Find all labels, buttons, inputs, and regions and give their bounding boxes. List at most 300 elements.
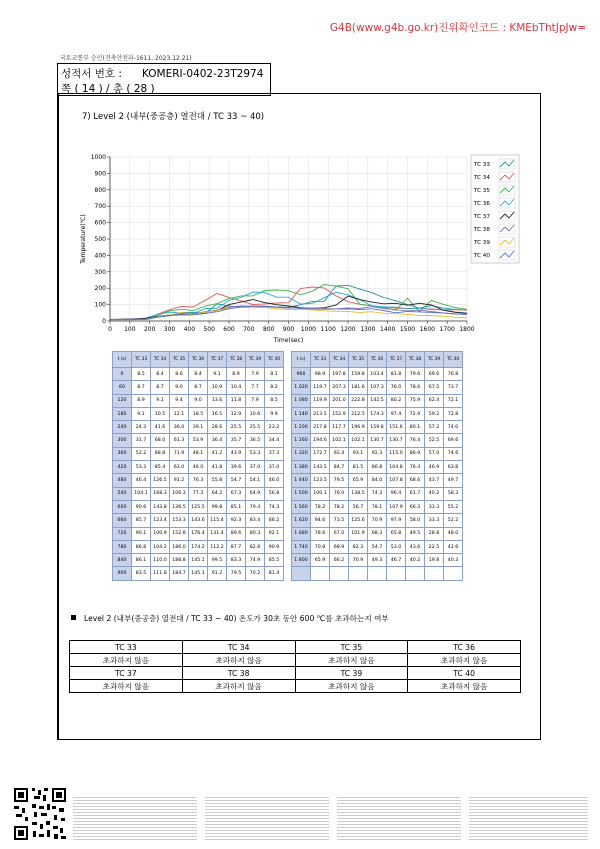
table-spacer [284, 434, 292, 447]
table-time-cell: 1 140 [292, 407, 311, 420]
bullet-square-icon [71, 615, 76, 620]
table-cell: 40.2 [406, 554, 425, 567]
table-cell: 65.9 [311, 554, 330, 567]
table-cell: 34.4 [265, 434, 284, 447]
table-spacer [284, 447, 292, 460]
table-cell: 88.8 [151, 447, 170, 460]
table-cell: 8.2 [265, 381, 284, 394]
table-cell: 102.1 [349, 434, 368, 447]
table-cell: 168.3 [151, 487, 170, 500]
table-time-cell: 1 560 [292, 500, 311, 513]
table-time-cell: 960 [292, 368, 311, 381]
table-cell: 74.3 [265, 500, 284, 513]
table-cell: 92.3 [227, 514, 246, 527]
table-cell: 68.6 [406, 474, 425, 487]
security-pattern [73, 796, 197, 840]
table-spacer [284, 567, 292, 580]
table-time-cell: 60 [113, 381, 132, 394]
x-tick-label: 100 [124, 326, 136, 333]
table-header: TC 36 [368, 352, 387, 368]
table-row [113, 474, 463, 487]
table-cell: 7.7 [246, 381, 265, 394]
x-tick-label: 300 [163, 326, 176, 333]
table-cell: 16.5 [208, 407, 227, 420]
exc-header: TC 33 [70, 641, 183, 654]
table-cell: 67.0 [330, 527, 349, 540]
chart-legend [471, 155, 519, 263]
table-cell: 74.9 [246, 554, 265, 567]
table-cell: 86.9 [406, 447, 425, 460]
table-cell: 8.4 [151, 368, 170, 381]
table-cell: 53.3 [132, 461, 151, 474]
table-spacer [284, 554, 292, 567]
table-cell: 40.2 [425, 487, 444, 500]
exc-header: TC 37 [70, 667, 183, 680]
table-cell: 92.1 [265, 527, 284, 540]
table-cell: 196.9 [349, 421, 368, 434]
table-cell: 52.2 [444, 514, 463, 527]
table-cell: 70.9 [349, 554, 368, 567]
exceedance-value-row-1 [70, 654, 521, 667]
table-spacer [284, 500, 292, 513]
table-cell: 188.8 [170, 554, 189, 567]
table-cell: 67.5 [425, 381, 444, 394]
table-cell [349, 567, 368, 580]
table-cell: 65.9 [349, 474, 368, 487]
table-cell: 68.0 [151, 434, 170, 447]
table-cell: 9.0 [170, 381, 189, 394]
table-cell: 42.6 [444, 540, 463, 553]
table-time-cell: 300 [113, 434, 132, 447]
table-cell: 125.5 [189, 500, 208, 513]
x-tick-label: 1600 [419, 326, 435, 333]
table-cell: 207.3 [330, 381, 349, 394]
table-cell: 99.5 [208, 554, 227, 567]
table-cell: 74.6 [444, 447, 463, 460]
table-header-time: t (s) [113, 352, 132, 368]
table-cell: 90.6 [132, 500, 151, 513]
table-cell: 123.4 [151, 514, 170, 527]
table-cell: 159.8 [368, 421, 387, 434]
table-cell: 25.5 [227, 421, 246, 434]
table-header: TC 39 [425, 352, 444, 368]
certificate-number: KOMERI-0402-23T2974 [141, 68, 264, 80]
table-cell: 58.3 [444, 487, 463, 500]
table-cell: 174.2 [189, 540, 208, 553]
table-row [113, 461, 463, 474]
certificate-number-label: 성적서 번호 : [61, 68, 122, 80]
table-cell: 90.9 [265, 540, 284, 553]
table-cell: 76.8 [444, 368, 463, 381]
table-cell: 68.3 [368, 527, 387, 540]
table-cell [311, 567, 330, 580]
table-cell: 123.5 [311, 474, 330, 487]
table-cell: 33.3 [425, 514, 444, 527]
table-cell: 52.5 [425, 434, 444, 447]
table-time-cell: 720 [113, 527, 132, 540]
table-cell: 82.3 [349, 540, 368, 553]
legend-label: TC 33 [474, 162, 490, 168]
exc-value: 초과하지 않음 [182, 654, 295, 667]
x-tick-label: 1300 [360, 326, 376, 333]
table-cell: 91.2 [208, 567, 227, 580]
legend-label: TC 40 [474, 253, 490, 259]
table-cell: 159.8 [349, 368, 368, 381]
table-cell: 46.7 [387, 554, 406, 567]
table-time-cell: 480 [113, 474, 132, 487]
table-cell: 41.6 [151, 421, 170, 434]
table-header: TC 37 [208, 352, 227, 368]
table-cell: 86.8 [368, 461, 387, 474]
table-cell: 56.7 [349, 500, 368, 513]
table-cell: 12.9 [227, 407, 246, 420]
table-time-cell: 1 680 [292, 527, 311, 540]
table-cell: 46.0 [189, 461, 208, 474]
table-cell: 80.2 [387, 394, 406, 407]
table-row [113, 514, 463, 527]
table-cell [444, 567, 463, 580]
table-cell: 85.1 [227, 500, 246, 513]
table-cell: 39.1 [189, 421, 208, 434]
table-cell: 71.9 [170, 447, 189, 460]
table-row [113, 394, 463, 407]
table-cell: 8.5 [265, 394, 284, 407]
table-cell: 7.9 [246, 368, 265, 381]
table-cell: 53.0 [387, 540, 406, 553]
table-cell: 9.1 [132, 407, 151, 420]
x-tick-label: 500 [203, 326, 215, 333]
table-cell: 78.1 [368, 500, 387, 513]
table-cell: 55.8 [208, 474, 227, 487]
table-cell: 48.0 [444, 527, 463, 540]
table-cell: 115.4 [208, 514, 227, 527]
table-cell: 119.9 [311, 394, 330, 407]
table-cell: 86.8 [132, 540, 151, 553]
table-cell: 80.1 [406, 421, 425, 434]
y-tick-label: 600 [94, 219, 106, 227]
table-cell: 58.0 [406, 514, 425, 527]
table-cell: 143.8 [151, 500, 170, 513]
table-cell: 112.2 [208, 540, 227, 553]
exceedance-header-row-1 [70, 641, 521, 654]
y-tick-label: 0 [102, 318, 106, 325]
table-cell: 9.4 [170, 394, 189, 407]
table-header-row [113, 352, 463, 368]
table-cell: 49.3 [368, 554, 387, 567]
table-cell: 174.3 [368, 407, 387, 420]
table-cell: 76.3 [189, 474, 208, 487]
table-cell: 35.7 [227, 434, 246, 447]
table-time-cell: 1 380 [292, 461, 311, 474]
table-cell: 22.5 [425, 540, 444, 553]
table-cell: 8.7 [151, 381, 170, 394]
table-cell: 107.8 [387, 474, 406, 487]
table-cell: 41.2 [208, 447, 227, 460]
table-cell [330, 567, 349, 580]
legend-label: TC 34 [474, 175, 490, 181]
exc-header: TC 39 [295, 667, 408, 680]
table-cell: 8.1 [265, 368, 284, 381]
table-time-cell: 780 [113, 540, 132, 553]
exceedance-note [71, 613, 389, 624]
table-cell: 31.7 [132, 434, 151, 447]
x-tick-label: 1700 [439, 326, 455, 333]
table-cell: 130.7 [368, 434, 387, 447]
table-cell: 85.7 [132, 514, 151, 527]
y-tick-label: 400 [94, 252, 106, 260]
table-row [113, 540, 463, 553]
exc-header: TC 35 [295, 641, 408, 654]
section-title: 7) Level 2 (내부(중공층) 열전대 / TC 33 ~ 40) [82, 112, 265, 122]
table-cell: 75.9 [406, 394, 425, 407]
table-row [113, 368, 463, 381]
table-time-cell: 0 [113, 368, 132, 381]
table-spacer [284, 474, 292, 487]
table-cell: 77.3 [189, 487, 208, 500]
table-cell: 104.1 [132, 487, 151, 500]
table-row [113, 434, 463, 447]
table-time-cell: 1 080 [292, 394, 311, 407]
table-cell: 73.5 [330, 514, 349, 527]
table-row [113, 447, 463, 460]
exc-value: 초과하지 않음 [70, 654, 183, 667]
table-time-cell: 1 260 [292, 434, 311, 447]
table-cell: 46.4 [132, 474, 151, 487]
table-cell: 13.6 [208, 394, 227, 407]
y-tick-label: 1000 [90, 154, 106, 161]
table-cell: 79.4 [246, 500, 265, 513]
table-cell: 43.7 [425, 474, 444, 487]
table-cell: 65.8 [387, 527, 406, 540]
table-cell: 57.0 [425, 447, 444, 460]
table-spacer [284, 407, 292, 420]
table-cell: 90.1 [132, 527, 151, 540]
table-cell: 49.7 [444, 474, 463, 487]
table-row [113, 500, 463, 513]
table-cell: 82.8 [246, 540, 265, 553]
table-cell: 63.8 [444, 461, 463, 474]
table-time-cell: 900 [113, 567, 132, 580]
x-tick-label: 600 [223, 326, 235, 333]
table-cell: 18.5 [189, 407, 208, 420]
table-row [113, 567, 463, 580]
y-axis-label: Temperature(℃) [80, 214, 87, 264]
table-cell: 74.3 [368, 487, 387, 500]
table-row [113, 554, 463, 567]
table-cell: 110.0 [151, 554, 170, 567]
table-cell: 153.3 [170, 514, 189, 527]
table-cell: 10.9 [208, 381, 227, 394]
table-header: TC 39 [246, 352, 265, 368]
table-cell: 61.7 [406, 487, 425, 500]
table-cell: 99.8 [208, 500, 227, 513]
table-cell: 9.9 [265, 407, 284, 420]
table-cell: 46.0 [265, 474, 284, 487]
table-cell: 28.8 [425, 527, 444, 540]
table-time-cell: 600 [113, 500, 132, 513]
table-cell: 9.1 [208, 368, 227, 381]
table-cell: 8.7 [189, 381, 208, 394]
exceedance-header-row-2 [70, 667, 521, 680]
table-header-time: t (s) [292, 352, 311, 368]
exc-value: 초과하지 않음 [182, 680, 295, 693]
table-header: TC 40 [444, 352, 463, 368]
table-cell: 142.5 [368, 394, 387, 407]
table-spacer [284, 381, 292, 394]
table-cell: 9.0 [189, 394, 208, 407]
table-header: TC 34 [151, 352, 170, 368]
table-time-cell: 240 [113, 421, 132, 434]
table-cell: 93.1 [349, 447, 368, 460]
x-tick-label: 700 [243, 326, 255, 333]
table-spacer [284, 514, 292, 527]
table-cell: 97.4 [387, 407, 406, 420]
table-cell: 197.8 [330, 368, 349, 381]
table-spacer [284, 394, 292, 407]
table-time-cell: 1 620 [292, 514, 311, 527]
table-row [113, 487, 463, 500]
table-cell: 136.5 [170, 500, 189, 513]
table-cell: 72.1 [444, 394, 463, 407]
table-cell: 125.6 [349, 514, 368, 527]
table-cell: 145.1 [189, 567, 208, 580]
table-spacer [284, 352, 292, 368]
table-cell: 46.9 [425, 461, 444, 474]
x-tick-label: 1000 [300, 326, 316, 333]
table-cell: 53.3 [246, 447, 265, 460]
table-time-cell: 1 020 [292, 381, 311, 394]
table-cell: 79.5 [330, 474, 349, 487]
table-cell: 184.7 [170, 567, 189, 580]
x-tick-label: 1200 [340, 326, 356, 333]
table-cell: 103.4 [368, 368, 387, 381]
table-cell: 37.3 [265, 447, 284, 460]
table-row [113, 407, 463, 420]
table-cell: 55.2 [444, 500, 463, 513]
table-cell: 115.0 [387, 447, 406, 460]
table-header: TC 38 [406, 352, 425, 368]
table-spacer [284, 368, 292, 381]
table-header: TC 33 [132, 352, 151, 368]
x-axis-label: Time(sec) [273, 337, 304, 344]
table-cell: 119.7 [311, 381, 330, 394]
table-cell: 54.1 [246, 474, 265, 487]
table-cell: 151.6 [387, 421, 406, 434]
table-header: TC 33 [311, 352, 330, 368]
x-tick-label: 1500 [399, 326, 416, 333]
form-approval-note: 국토교통부 승인(건축안전과-1611, 2023.12.21) [60, 55, 192, 62]
x-tick-label: 1800 [459, 326, 475, 333]
table-cell: 78.6 [406, 381, 425, 394]
table-time-cell: 660 [113, 514, 132, 527]
table-cell: 66.3 [406, 500, 425, 513]
table-cell: 84.7 [330, 461, 349, 474]
table-cell: 76.4 [406, 434, 425, 447]
table-cell: 33.3 [425, 500, 444, 513]
table-cell: 143.5 [311, 461, 330, 474]
table-cell: 101.9 [349, 527, 368, 540]
exc-header: TC 34 [182, 641, 295, 654]
table-cell: 52.2 [132, 447, 151, 460]
table-cell: 131.4 [208, 527, 227, 540]
table-row [113, 527, 463, 540]
exceedance-value-row-2 [70, 680, 521, 693]
table-spacer [284, 540, 292, 553]
table-cell: 83.5 [132, 567, 151, 580]
table-cell: 152.9 [330, 407, 349, 420]
y-tick-label: 900 [94, 170, 106, 178]
exc-header: TC 36 [408, 641, 521, 654]
y-tick-label: 800 [94, 186, 106, 194]
table-cell: 36.4 [208, 434, 227, 447]
table-cell: 176.4 [189, 527, 208, 540]
x-tick-label: 900 [282, 326, 295, 333]
table-cell: 186.0 [170, 540, 189, 553]
table-cell: 25.5 [246, 421, 265, 434]
table-cell: 91.2 [170, 474, 189, 487]
table-time-cell: 360 [113, 447, 132, 460]
exc-value: 초과하지 않음 [295, 654, 408, 667]
table-header: TC 37 [387, 352, 406, 368]
security-pattern [337, 796, 461, 840]
verification-code: G4B(www.g4b.go.kr)진위확인코드 : KMEbThtJpJw= [329, 22, 586, 34]
table-cell: 39.6 [227, 461, 246, 474]
table-cell: 66.2 [330, 554, 349, 567]
table-cell: 111.8 [151, 567, 170, 580]
exceedance-note-text: Level 2 (내부(중공층) 열전대 / TC 33 ~ 40) 온도가 30초 동안 600 ℃를 초과하는지 여부 [84, 614, 389, 623]
table-cell: 37.0 [246, 461, 265, 474]
exc-header: TC 40 [408, 667, 521, 680]
table-cell: 217.8 [311, 421, 330, 434]
table-cell: 76.0 [387, 381, 406, 394]
chart-grid [110, 157, 467, 321]
table-cell: 8.6 [170, 368, 189, 381]
table-cell: 78.2 [311, 500, 330, 513]
x-tick-label: 200 [143, 326, 156, 333]
table-time-cell: 1 500 [292, 487, 311, 500]
table-cell: 89.6 [227, 527, 246, 540]
table-cell: 73.7 [444, 381, 463, 394]
table-time-cell: 840 [113, 554, 132, 567]
table-cell: 36.0 [170, 421, 189, 434]
x-tick-label: 0 [108, 326, 112, 333]
table-cell: 40.3 [444, 554, 463, 567]
legend-label: TC 38 [474, 227, 490, 233]
table-cell: 78.2 [330, 500, 349, 513]
table-cell: 106.3 [170, 487, 189, 500]
legend-label: TC 39 [474, 240, 490, 246]
table-cell: 9.1 [151, 394, 170, 407]
table-cell: 10.4 [227, 381, 246, 394]
table-header: TC 35 [349, 352, 368, 368]
table-cell: 67.3 [227, 487, 246, 500]
table-cell: 69.6 [444, 434, 463, 447]
table-row [113, 421, 463, 434]
x-tick-label: 1100 [320, 326, 336, 333]
table-time-cell: 1 740 [292, 540, 311, 553]
table-time-cell: 1 440 [292, 474, 311, 487]
table-cell: 37.0 [265, 461, 284, 474]
exc-header: TC 38 [182, 667, 295, 680]
table-cell: 43.6 [406, 540, 425, 553]
table-cell: 107.3 [368, 381, 387, 394]
table-cell: 72.9 [406, 407, 425, 420]
table-row [113, 381, 463, 394]
table-cell: 104.8 [387, 461, 406, 474]
y-tick-label: 300 [94, 268, 106, 276]
table-cell: 64.2 [208, 487, 227, 500]
table-cell: 8.7 [132, 381, 151, 394]
